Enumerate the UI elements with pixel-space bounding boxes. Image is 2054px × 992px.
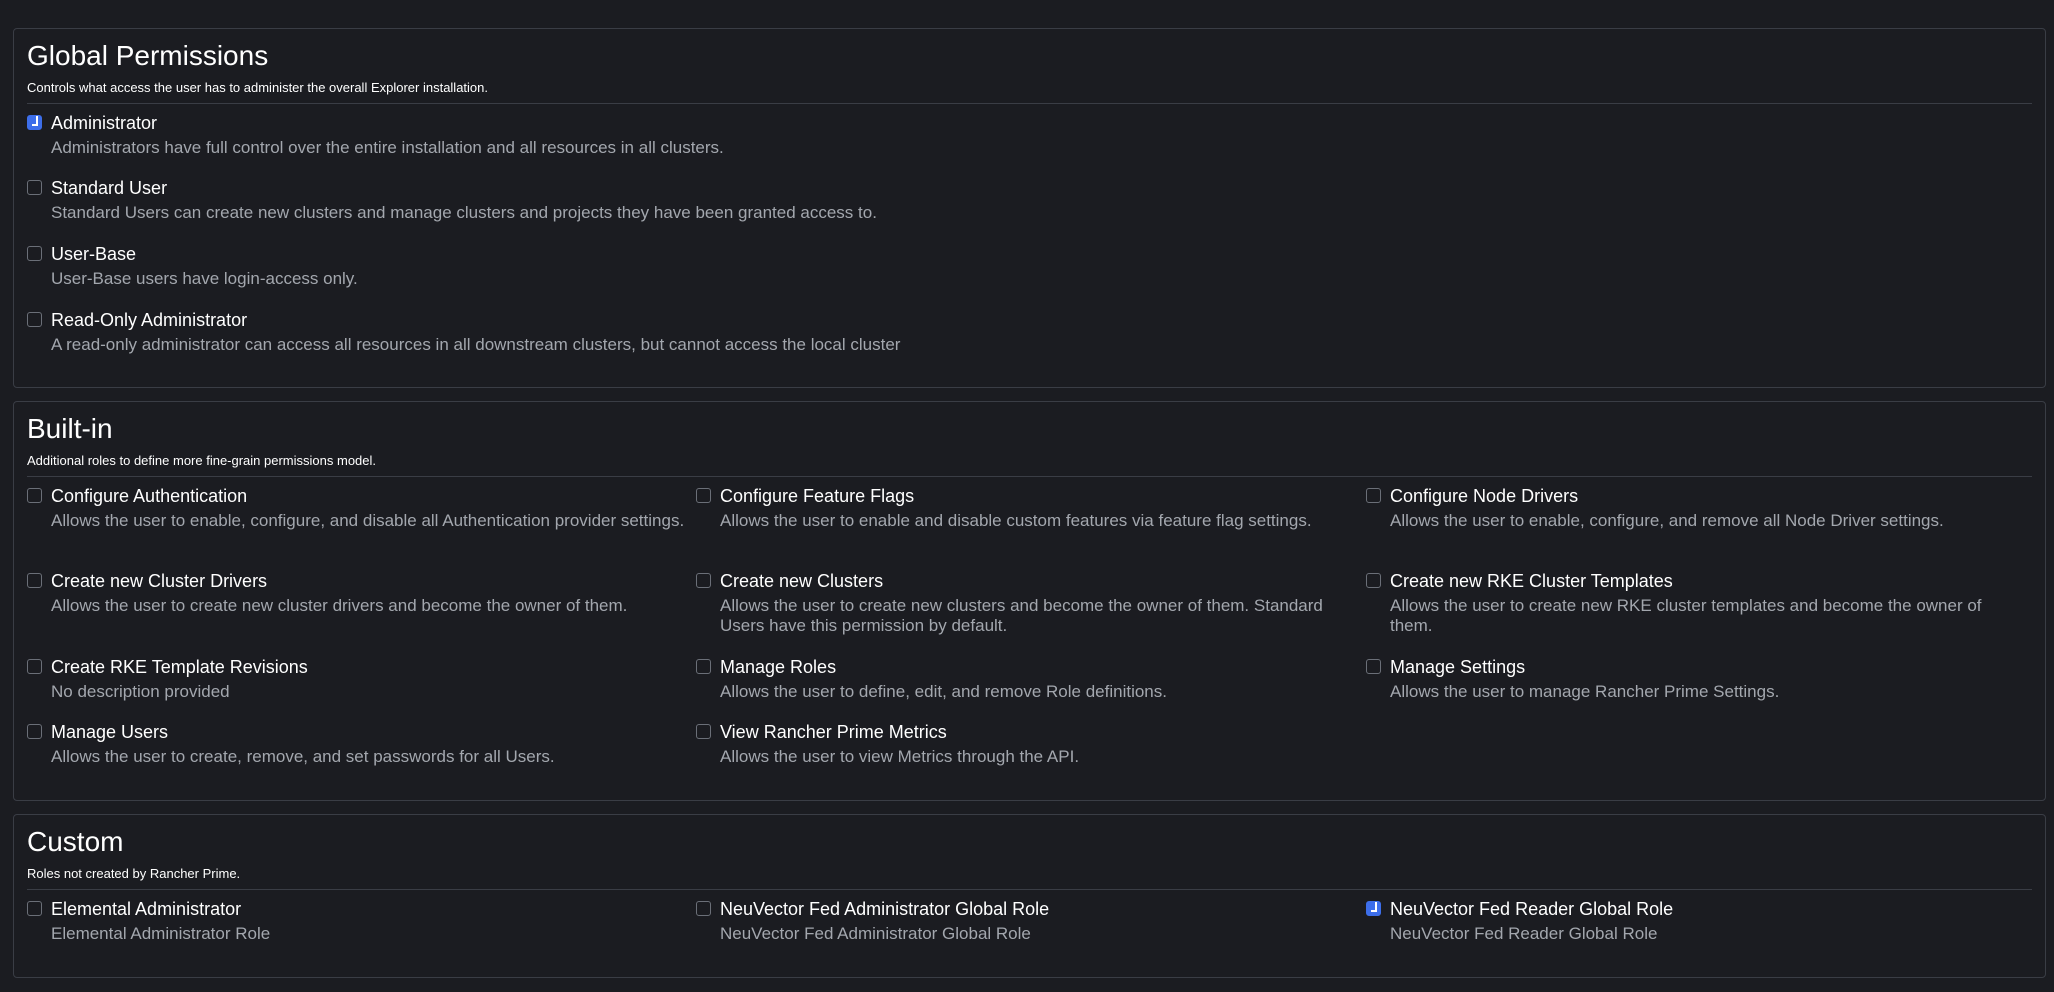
role-description: Elemental Administrator Role bbox=[51, 924, 271, 943]
role-description: Allows the user to create new clusters and become the owner of them. Standard Users have this permission by default. bbox=[720, 596, 1323, 635]
checkbox-icon[interactable] bbox=[27, 724, 42, 739]
role-description: No description provided bbox=[51, 682, 230, 701]
role-description: NeuVector Fed Reader Global Role bbox=[1390, 924, 1658, 943]
role-label: Manage Roles bbox=[720, 657, 837, 677]
role-label: Administrator bbox=[51, 113, 158, 133]
checkbox-icon[interactable] bbox=[1366, 573, 1381, 588]
section-subtitle: Roles not created by Rancher Prime. bbox=[27, 866, 241, 881]
role-label: NeuVector Fed Administrator Global Role bbox=[720, 899, 1050, 919]
checkbox-icon[interactable] bbox=[27, 488, 42, 503]
role-description: Allows the user to create new cluster drivers and become the owner of them. bbox=[51, 596, 628, 615]
role-description: Allows the user to enable, configure, and remove all Node Driver settings. bbox=[1390, 511, 1944, 530]
role-label: Create RKE Template Revisions bbox=[51, 657, 308, 677]
role-label: Elemental Administrator bbox=[51, 899, 242, 919]
section-subtitle: Additional roles to define more fine-grain permissions model. bbox=[27, 453, 377, 468]
checkbox-icon[interactable] bbox=[696, 724, 711, 739]
divider bbox=[27, 103, 2032, 104]
builtin-roles-section bbox=[13, 401, 2046, 801]
role-description: Allows the user to create, remove, and set passwords for all Users. bbox=[51, 747, 555, 766]
checkbox-icon[interactable] bbox=[27, 901, 42, 916]
role-label: Create new Cluster Drivers bbox=[51, 571, 268, 591]
checkbox-icon[interactable] bbox=[696, 659, 711, 674]
role-description: User-Base users have login-access only. bbox=[51, 269, 358, 288]
role-description: Standard Users can create new clusters and manage clusters and projects they have been granted access to. bbox=[51, 203, 877, 222]
role-description: Allows the user to enable, configure, and disable all Authentication provider settings. bbox=[51, 511, 685, 530]
role-label: Manage Settings bbox=[1390, 657, 1526, 677]
checkbox-icon[interactable] bbox=[1366, 488, 1381, 503]
role-description: Allows the user to manage Rancher Prime Settings. bbox=[1390, 682, 1780, 701]
section-title: Built-in bbox=[27, 413, 113, 444]
checkbox-icon[interactable] bbox=[27, 659, 42, 674]
section-subtitle: Controls what access the user has to administer the overall Explorer installation. bbox=[27, 80, 488, 95]
checkbox-icon[interactable] bbox=[1366, 659, 1381, 674]
role-label: NeuVector Fed Reader Global Role bbox=[1390, 899, 1674, 919]
role-label: Manage Users bbox=[51, 722, 169, 742]
checkbox-icon[interactable] bbox=[27, 312, 42, 327]
role-label: Configure Authentication bbox=[51, 486, 248, 506]
checkbox-icon[interactable] bbox=[27, 246, 42, 261]
checkbox-icon[interactable] bbox=[27, 573, 42, 588]
divider bbox=[27, 889, 2032, 890]
section-title: Global Permissions bbox=[27, 40, 269, 71]
role-description: Allows the user to enable and disable custom features via feature flag settings. bbox=[720, 511, 1312, 530]
global-permissions-section bbox=[13, 28, 2046, 388]
role-label: Create new RKE Cluster Templates bbox=[1390, 571, 1673, 591]
section-title: Custom bbox=[27, 826, 124, 857]
checkbox-icon[interactable] bbox=[696, 901, 711, 916]
checkbox-checked-icon[interactable] bbox=[1366, 901, 1381, 916]
role-label: Standard User bbox=[51, 178, 168, 198]
checkbox-icon[interactable] bbox=[27, 180, 42, 195]
role-label: User-Base bbox=[51, 244, 137, 264]
role-label: Read-Only Administrator bbox=[51, 310, 248, 330]
role-description: NeuVector Fed Administrator Global Role bbox=[720, 924, 1031, 943]
role-description: Allows the user to create new RKE cluster templates and become the owner of them. bbox=[1390, 596, 1982, 635]
checkbox-icon[interactable] bbox=[696, 573, 711, 588]
role-description: Allows the user to view Metrics through the API. bbox=[720, 747, 1080, 766]
role-label: Configure Feature Flags bbox=[720, 486, 915, 506]
divider bbox=[27, 476, 2032, 477]
role-description: Allows the user to define, edit, and remove Role definitions. bbox=[720, 682, 1167, 701]
role-description: Administrators have full control over the entire installation and all resources in all clusters. bbox=[51, 138, 724, 157]
checkbox-icon[interactable] bbox=[696, 488, 711, 503]
custom-roles-section bbox=[13, 814, 2046, 978]
role-label: Configure Node Drivers bbox=[1390, 486, 1579, 506]
checkbox-checked-icon[interactable] bbox=[27, 115, 42, 130]
role-label: Create new Clusters bbox=[720, 571, 884, 591]
role-description: A read-only administrator can access all resources in all downstream clusters, but cannot access the local cluster bbox=[51, 335, 901, 354]
role-label: View Rancher Prime Metrics bbox=[720, 722, 947, 742]
